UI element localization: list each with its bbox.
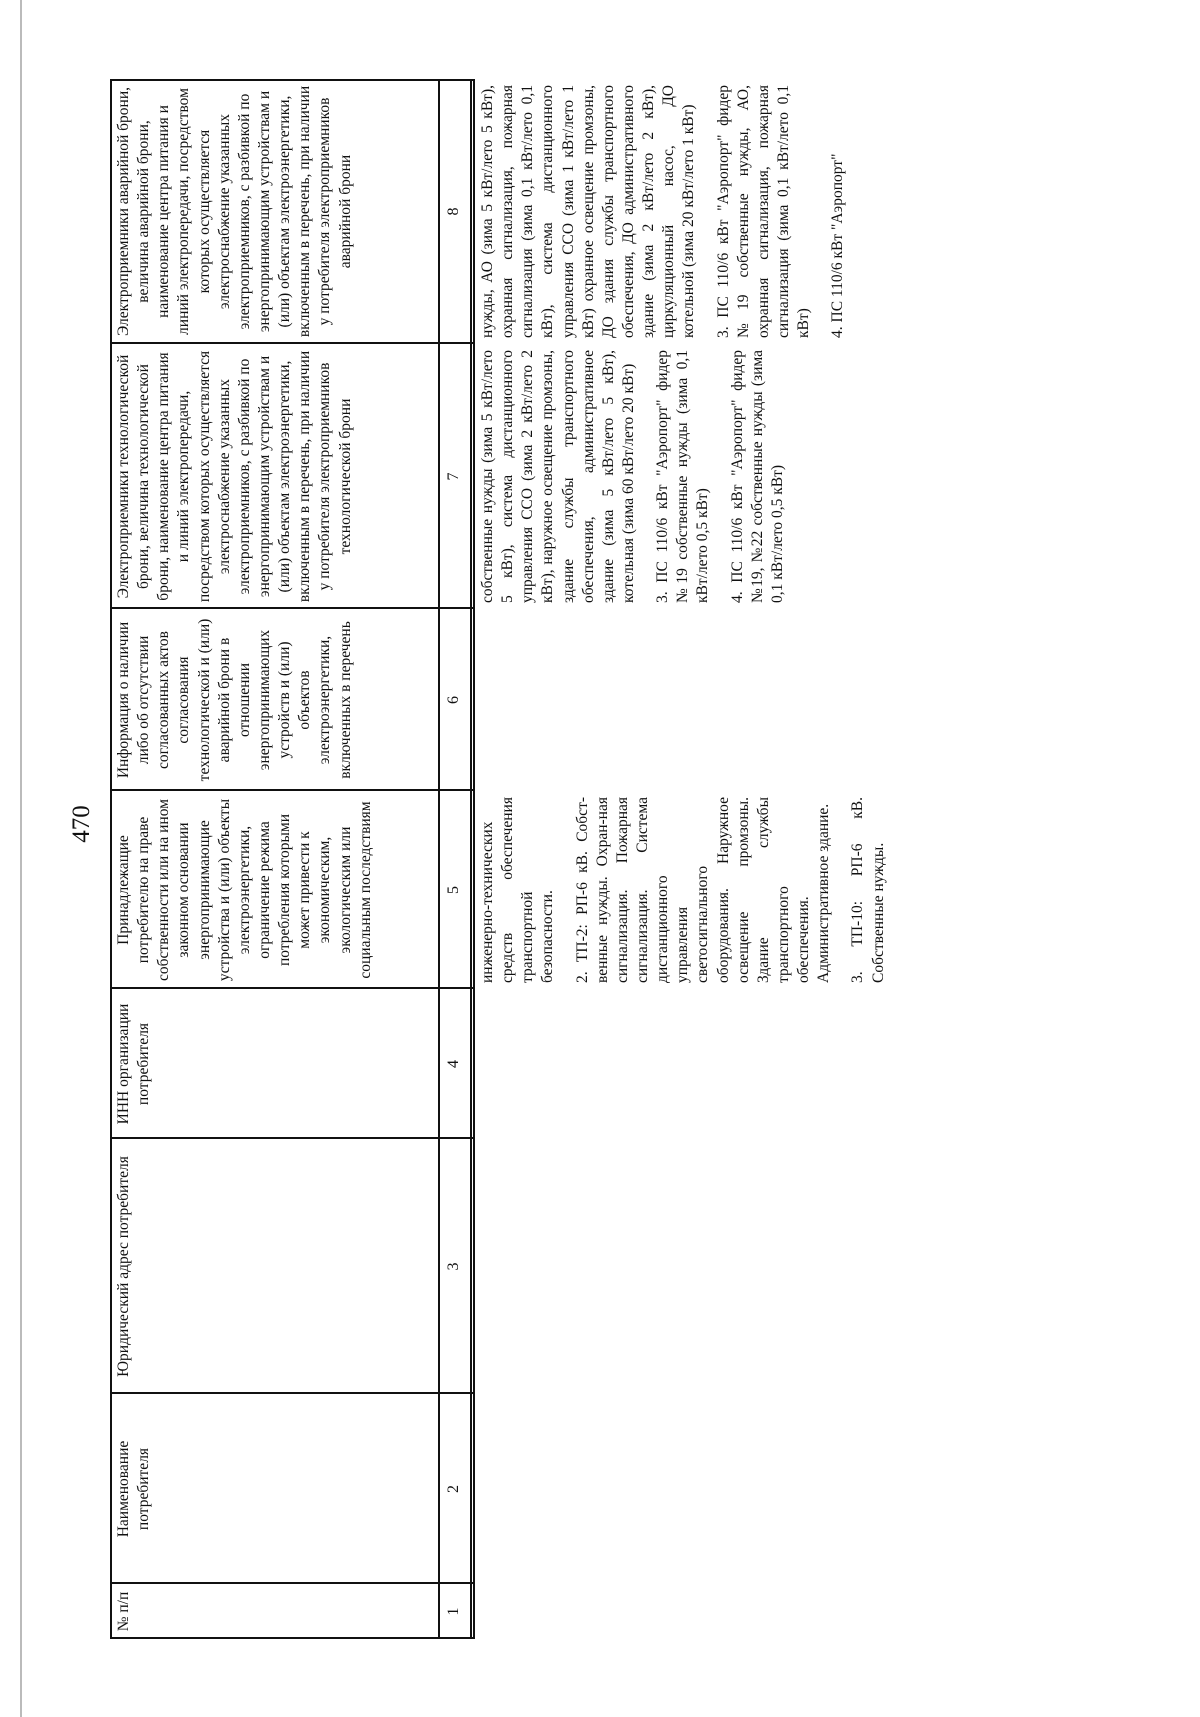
colnum-5: 5	[445, 886, 462, 894]
body-col-5	[474, 791, 1110, 989]
grid-col-sep	[110, 342, 474, 344]
colnum-2: 2	[445, 1485, 462, 1493]
grid-col-sep	[110, 607, 474, 609]
body-col-5-para: инженерно-технических средств обеспечения транспортной безопасности.	[479, 797, 557, 983]
header-col-6: Информация о наличии либо об отсутствии согласованных актов согласования технологической и (или) аварийной брони в отношении энергопринимающих устройств и (или) объектов электроэнергетики, включенных в перечень	[115, 618, 354, 782]
header-col-4: ИНН организации потребителя	[115, 1003, 153, 1125]
body-col-8-para: нужды, АО (зима 5 кВт/лето 5 кВт), охранная сигнализация, пожарная сигнализация (зима 0,1 кВт/лето 0,1 кВт), система дистанционного управления ССО (зима 1 кВт/лето 1 кВт) охранное освещение промзоны, ДО здания службы транспортного обеспечения, ДО административного здание (зима 2 кВт/лето 2 кВт), циркуляционный насос, ДО котельной (зима 20 кВт/лето 1 кВт)	[479, 85, 698, 338]
colnum-4: 4	[445, 1060, 462, 1068]
body-col-8-para: 4. ПС 110/6 кВт "Аэропорт"	[829, 153, 847, 338]
colnum-3: 3	[445, 1262, 462, 1271]
body-col-8	[474, 79, 1110, 344]
grid-line-numrow-bottom-2	[473, 79, 475, 1639]
header-col-3: Юридический адрес потребителя	[115, 1156, 132, 1377]
grid-line-numrow-bottom	[470, 79, 472, 1639]
grid-line-top	[110, 79, 112, 1639]
grid-col-sep	[110, 789, 474, 791]
header-col-5: Принадлежащие потребителю на праве собственности или на ином законном основании энергопринимающие устройства и (или) объекты электроэнергетики, ограничение режима потребления которыми может привести к экономическим, экологическим или социальным последствиям	[115, 798, 374, 982]
body-col-7-para: собственные нужды (зима 5 кВт/лето 5 кВт), система дистанционного управления ССО (зима 2 кВт/лето 2 кВт), наружное освещение промзоны, здание службы транспортного обеспечения, административное здание (зима 5 кВт/лето 5 кВт), котельная (зима 60 кВт/лето 20 кВт)	[479, 350, 637, 603]
colnum-1: 1	[445, 1607, 462, 1616]
header-col-2: Наименование потребителя	[115, 1440, 153, 1538]
body-col-7-para: 3. ПС 110/6 кВт "Аэропорт" фидер №19 собственные нужды (зима 0,1 кВт/лето 0,5 кВт)	[654, 350, 712, 603]
page-number: 470	[68, 805, 95, 843]
page-left-edge	[20, 0, 22, 1717]
body-col-5-para: 3. ТП-10: РП-6 кВ. Собственные нужды.	[849, 797, 887, 983]
colnum-7: 7	[445, 472, 462, 481]
grid-col-sep	[110, 1392, 474, 1394]
header-col-7: Электроприемники технологической брони, величина технологической брони, наименование центра питания и линий электропередачи, посредством которых осуществляется электроснабжение указанных электроприемников, с разбивкой по энергопринимающим устройствам и (или) объектам электроэнергетики, включенным в перечень, при наличии у потребителя электроприемников технологической брони	[115, 350, 354, 603]
body-col-5-para: 2. ТП-2: РП-6 кВ. Собст-венные нужды. Охран-ная сигнализация. Пожарная сигнализация. Система дистанционного управления светосигнального оборудования. Наружное освещение промзоны. Здание службы транспортного обеспечения. Административное здание.	[573, 797, 833, 983]
grid-col-sep	[110, 1137, 474, 1139]
header-col-1: № п/п	[115, 1591, 132, 1632]
body-col-7-para: 4. ПС 110/6 кВт "Аэропорт" фидер №19, №22 собственные нужды (зима 0,1 кВт/лето 0,5 кВт)	[728, 350, 786, 603]
rotated-table-container	[110, 79, 1110, 1639]
grid-line-header-bottom	[438, 79, 440, 1639]
body-col-7	[474, 344, 1110, 609]
colnum-6: 6	[445, 696, 462, 704]
body-col-8-para: 3. ПС 110/6 кВт "Аэропорт" фидер №19 собственные нужды, АО, охранная сигнализация, пожарная сигнализация (зима 0,1 кВт/лето 0,1 кВт)	[714, 85, 813, 338]
colnum-8: 8	[445, 207, 462, 216]
grid-col-sep	[110, 1582, 474, 1584]
grid-col-sep	[110, 987, 474, 989]
grid-col-sep	[110, 1637, 474, 1639]
consumer-table	[110, 79, 1110, 1639]
grid-col-sep	[110, 79, 474, 81]
header-col-8: Электроприемники аварийной брони, величина аварийной брони, наименование центра питания и линий электропередачи, посредством которых осуществляется электроснабжение указанных электроприемников, с разбивкой по энергопринимающим устройствам и (или) объектам электроэнергетики, включенным в перечень, при наличии у потребителя электроприемников аварийной брони	[115, 85, 354, 338]
